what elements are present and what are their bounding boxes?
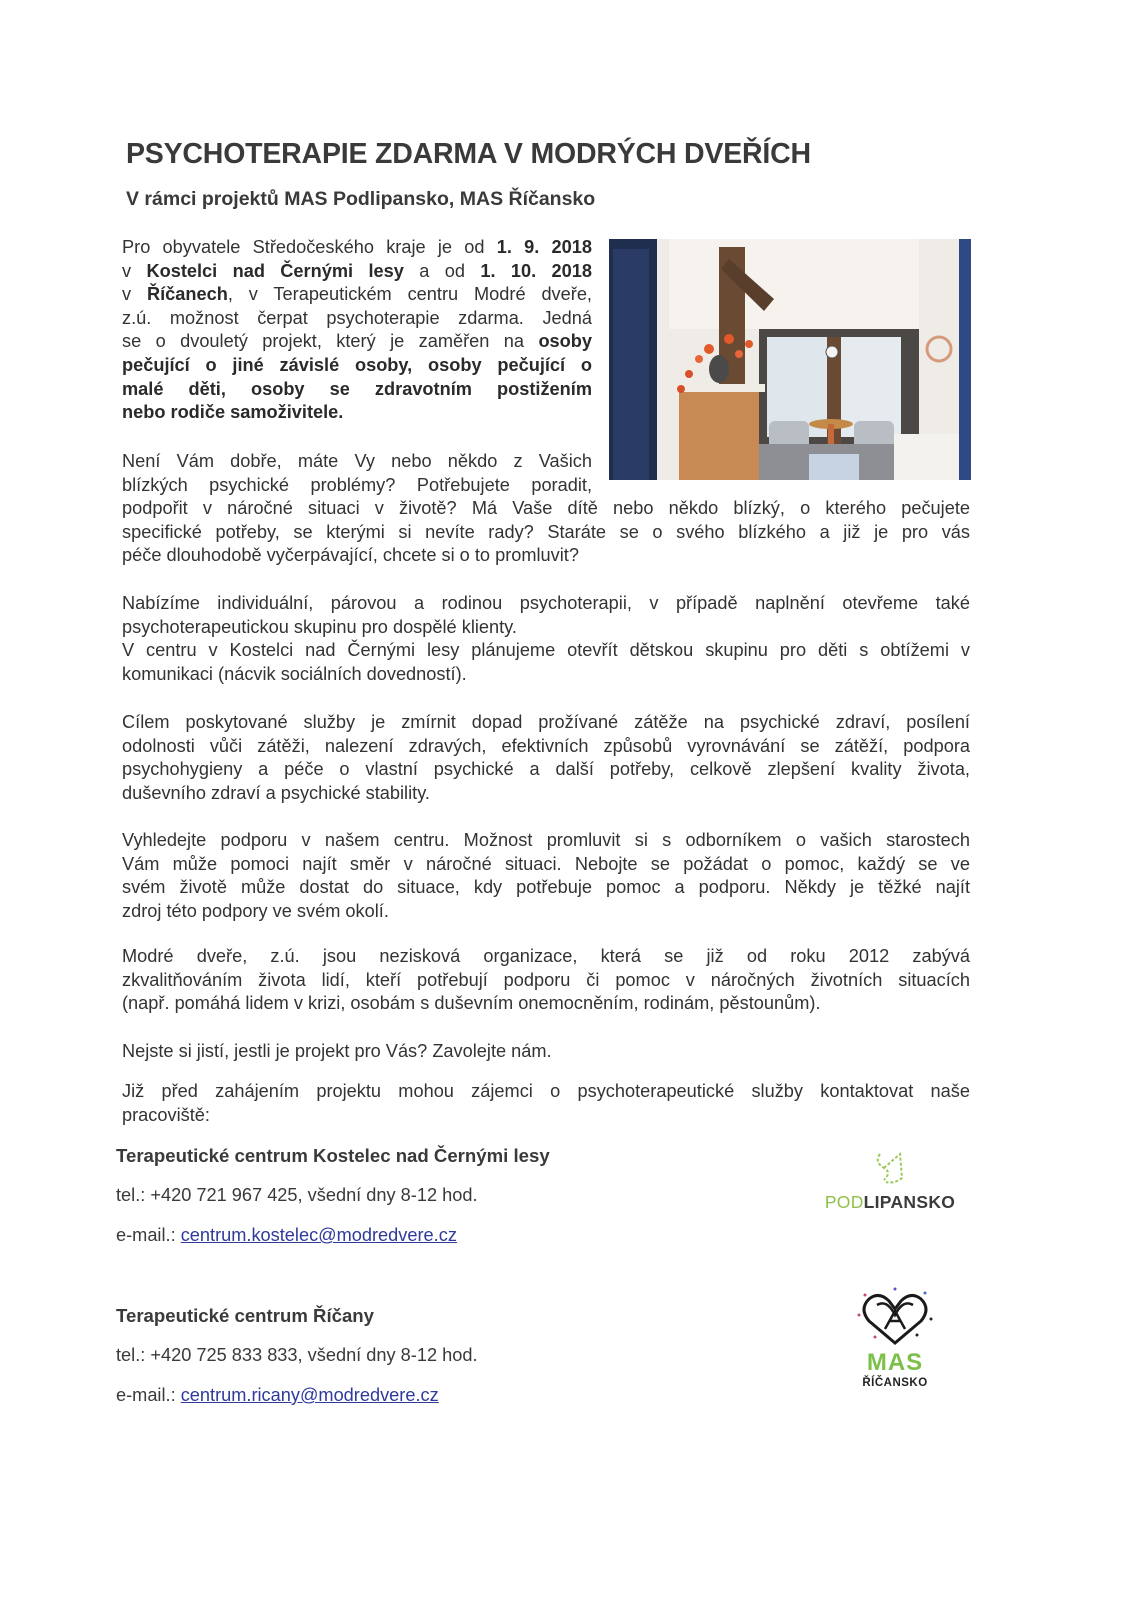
p3-line-1: Nabízíme individuální, párovou a rodinou psychoterapii, v případě naplnění otevřeme také: [122, 593, 970, 613]
contact-kostelec-title: Terapeutické centrum Kostelec nad Černými lesy: [116, 1145, 550, 1166]
podlipansko-wordmark: PODLIPANSKO: [824, 1192, 956, 1212]
p2-line-3: podpořit v náročné situaci v životě? Má Vaše dítě nebo někdo blízký, o kterého pečujete: [122, 498, 970, 519]
p5-line-4: zdroj této podpory ve svém okolí.: [122, 900, 389, 921]
intro-line-2: v Kostelci nad Černými lesy a od 1. 10. 2018: [122, 260, 592, 281]
phone-number: +420 721 967 425: [150, 1185, 298, 1205]
p3-line-2: psychoterapeutickou skupinu pro dospělé klienty.: [122, 616, 517, 637]
contact-intro-paragraph: [122, 1080, 970, 1127]
p3-line-4: komunikaci (nácvik sociálních dovedností).: [122, 663, 467, 684]
intro-line-5: se o dvouletý projekt, který je zaměřen na osoby: [122, 331, 592, 352]
leaf-icon: [870, 1150, 910, 1188]
call-us-paragraph: Nejste si jistí, jestli je projekt pro Vás? Zavolejte nám.: [122, 1041, 552, 1061]
page-subtitle: V rámci projektů MAS Podlipansko, MAS Říčansko: [126, 188, 596, 210]
p3-line-3: V centru v Kostelci nad Černými lesy plánujeme otevřít dětskou skupinu pro děti s obtížemi v: [122, 640, 970, 661]
p2-line-1: Není Vám dobře, máte Vy nebo někdo z Vašich: [122, 451, 592, 471]
intro-line-4: z.ú. možnost čerpat psychoterapie zdarma. Jedná: [122, 307, 592, 328]
p2-line-5: péče dlouhodobě vyčerpávající, chcete si o to promluvit?: [122, 545, 579, 566]
p5-line-1: Vyhledejte podporu v našem centru. Možnost promluvit si s odborníkem o vašich starostech: [122, 830, 970, 850]
contact-ricany-title: Terapeutické centrum Říčany: [116, 1305, 374, 1326]
podlipansko-logo: [810, 1150, 970, 1220]
organization-paragraph: [122, 945, 970, 1016]
contact-kostelec-phone: tel.: +420 721 967 425, všední dny 8-12 hod.: [116, 1185, 478, 1205]
p4-line-4: duševního zdraví a psychické stability.: [122, 782, 430, 803]
p8-line-2: pracoviště:: [122, 1104, 210, 1125]
contact-kostelec-email: e-mail.: centrum.kostelec@modredvere.cz: [116, 1225, 457, 1245]
therapy-room-photo: [609, 239, 971, 480]
problems-paragraph: [122, 450, 970, 568]
p2-line-4: specifické potřeby, se kterými si nevíte rady? Staráte se o svého blízkého a již je pro vás: [122, 521, 970, 542]
page-title: PSYCHOTERAPIE ZDARMA V MODRÝCH DVEŘÍCH: [126, 138, 811, 170]
mas-ricansko-logo: [840, 1285, 950, 1395]
room-photo-illustration: [609, 239, 971, 480]
contact-ricany-email: e-mail.: centrum.ricany@modredvere.cz: [116, 1385, 439, 1405]
intro-line-3: v Říčanech, v Terapeutickém centru Modré dveře,: [122, 284, 592, 305]
contact-ricany-phone: tel.: +420 725 833 833, všední dny 8-12 hod.: [116, 1345, 478, 1365]
intro-line-8: nebo rodiče samoživitele.: [122, 402, 344, 423]
p2-line-2: blízkých psychické problémy? Potřebujete poradit,: [122, 474, 592, 495]
intro-line-1: Pro obyvatele Středočeského kraje je od 1. 9. 2018: [122, 237, 592, 257]
p8-line-1: Již před zahájením projektu mohou zájemci o psychoterapeutické služby kontaktovat naše: [122, 1081, 970, 1101]
mas-wordmark: MAS: [866, 1349, 924, 1376]
offer-paragraph: [122, 592, 970, 686]
support-paragraph: [122, 829, 970, 923]
p4-line-2: odolnosti vůči zátěži, nalezení zdravých, efektivních způsobů vyrovnávání se zátěží, podpora: [122, 735, 970, 756]
intro-line-6: pečující o jiné závislé osoby, osoby pečující o: [122, 354, 592, 375]
p4-line-3: psychohygieny a péče o vlastní psychické a další potřeby, celkově zlepšení kvality života,: [122, 759, 970, 780]
intro-paragraph: [122, 236, 592, 425]
p6-line-1: Modré dveře, z.ú. jsou nezisková organizace, která se již od roku 2012 zabývá: [122, 946, 970, 966]
email-link-kostelec[interactable]: centrum.kostelec@modredvere.cz: [180, 1225, 457, 1245]
pretzel-heart-icon: [855, 1285, 935, 1349]
p6-line-3: (např. pomáhá lidem v krizi, osobám s duševním onemocněním, rodinám, pěstounům).: [122, 993, 821, 1014]
goal-paragraph: [122, 711, 970, 805]
p4-line-1: Cílem poskytované služby je zmírnit dopad prožívané zátěže na psychické zdraví, posílení: [122, 712, 970, 732]
email-link-ricany[interactable]: centrum.ricany@modredvere.cz: [180, 1385, 439, 1405]
p5-line-2: Vám může pomoci najít směr v náročné situaci. Nebojte se požádat o pomoc, každý se ve: [122, 853, 970, 874]
p6-line-2: zkvalitňováním života lidí, kteří potřebují podporu či pomoc v náročných životních situacích: [122, 969, 970, 990]
ricansko-wordmark: ŘÍČANSKO: [862, 1377, 928, 1389]
p5-line-3: svém životě může dostat do situace, kdy potřebuje pomoc a podporu. Někdy je těžké najít: [122, 877, 970, 898]
phone-number: +420 725 833 833: [150, 1345, 298, 1365]
intro-line-7: malé děti, osoby se zdravotním postižením: [122, 378, 592, 399]
